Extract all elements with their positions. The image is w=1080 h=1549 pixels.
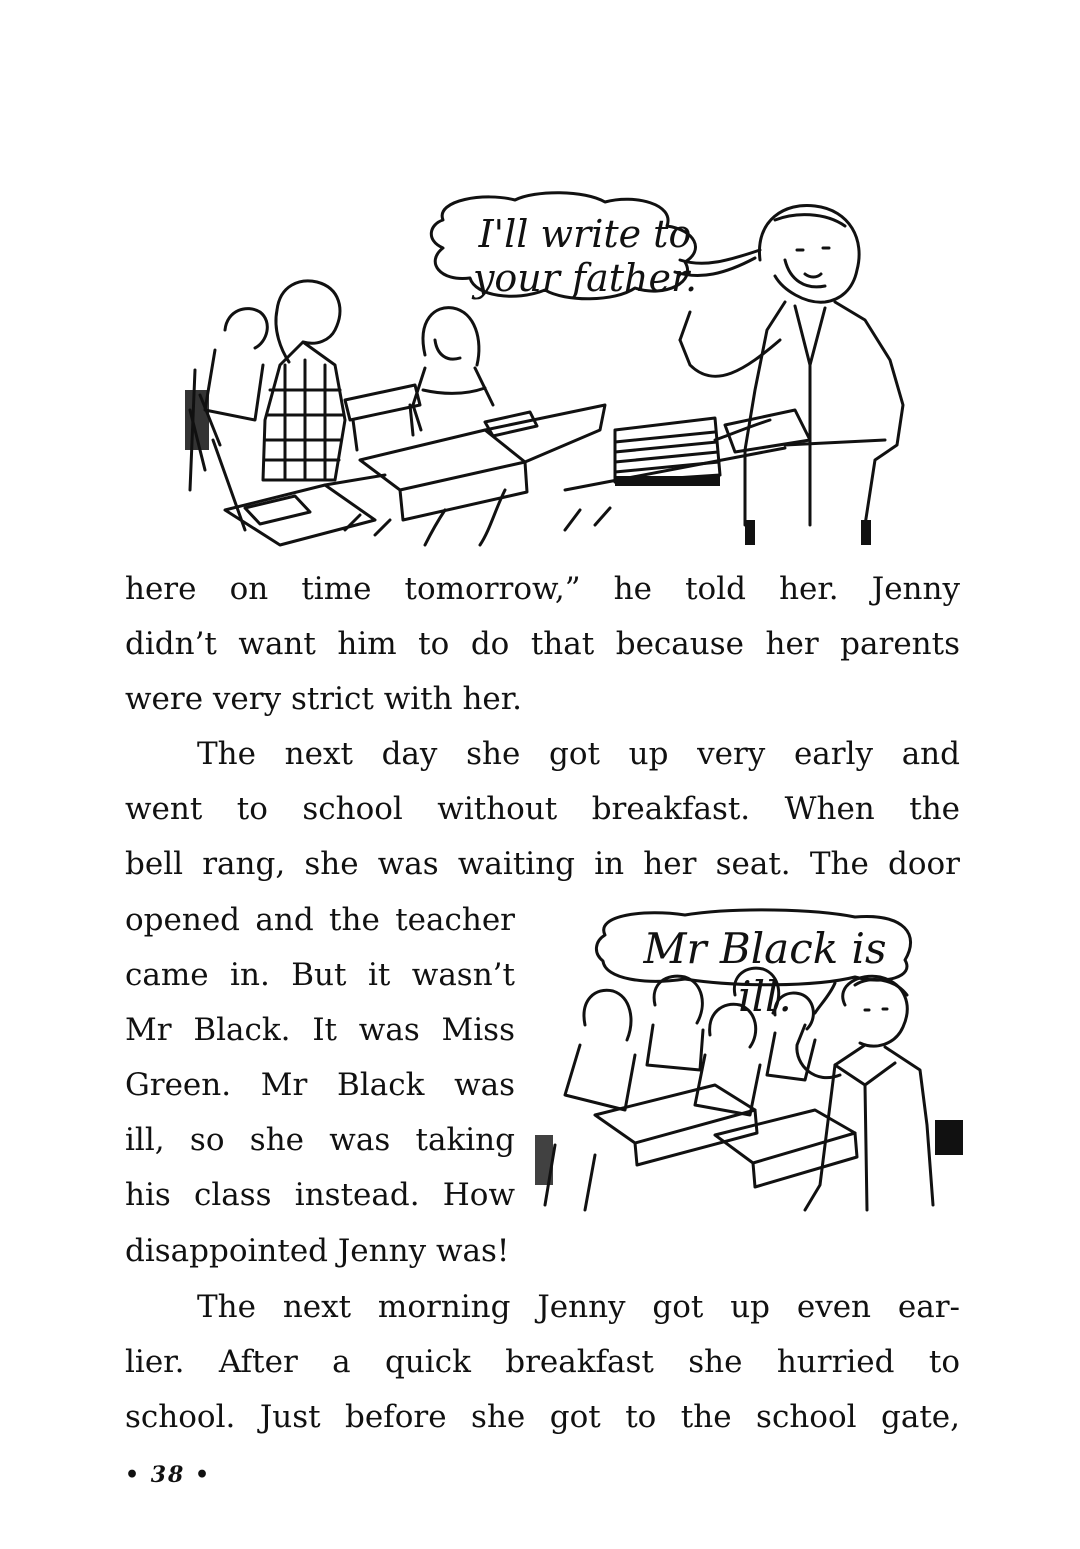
page-number: • 38 • [125, 1462, 212, 1488]
text-line: here on time tomorrow,” he told her. Jenny [125, 571, 960, 607]
paragraph-1 [125, 562, 960, 727]
text-line: didn’t want him to do that because her parents [125, 626, 960, 662]
text-line: his class instead. How [125, 1177, 515, 1213]
text-line: disappointed Jenny was! [125, 1233, 510, 1269]
text-line: went to school without breakfast. When the [125, 791, 960, 827]
text-line: The next morning Jenny got up even ear- [197, 1289, 960, 1325]
text-line: ill, so she was taking [125, 1122, 515, 1158]
text-line: school. Just before she got to the school gate, [125, 1399, 960, 1435]
text-line: were very strict with her. [125, 681, 523, 717]
text-line: came in. But it wasn’t [125, 957, 515, 993]
text-line: The next day she got up very early and [197, 736, 960, 772]
speech-line-2: your father. [472, 256, 698, 300]
illustration-classroom-teacher [185, 190, 910, 550]
speech-bubble-miss-green: Mr Black is ill. [643, 924, 887, 1021]
paragraph-2 [125, 727, 960, 892]
text-line: Mr Black. It was Miss [125, 1012, 515, 1048]
text-line: lier. After a quick breakfast she hurried to [125, 1344, 960, 1380]
text-line: opened and the teacher [125, 902, 515, 938]
illustration-miss-green-class [535, 905, 965, 1225]
paragraph-3 [125, 1280, 960, 1445]
text-line: bell rang, she was waiting in her seat. The door [125, 846, 960, 882]
paragraph-2-final-line [125, 1224, 555, 1279]
speech-bubble-teacher [455, 212, 715, 300]
paragraph-2-continued [125, 893, 515, 1223]
text-line: Green. Mr Black was [125, 1067, 515, 1103]
speech-line-1: I'll write to [478, 212, 692, 256]
